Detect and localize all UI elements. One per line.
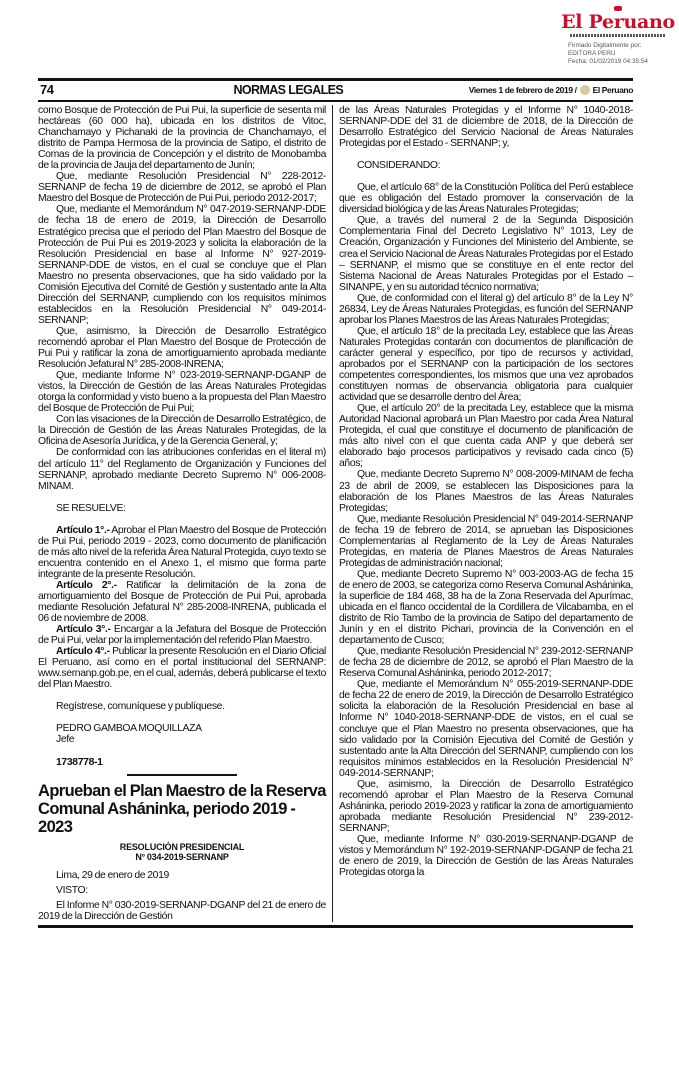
digital-signature [568, 42, 648, 66]
visto-label: VISTO: [56, 884, 88, 896]
body-paragraph: Que, el artículo 18° de la precitada Ley, establece que las Áreas Naturales Protegidas contarán con documentos de planificación de carácter general y específico, por tipo de recursos y actividad, aprobados por el SERNANP con la participación de los sectores competentes correspondientes, los mismos que una vez aprobados constituyen normas de observancia obligatoria para cualquier actividad que se desarrolle dentro del Área; [339, 325, 633, 404]
body-paragraph: De conformidad con las atribuciones conferidas en el literal m) del artículo 11° del Reglamento de Organización y Funciones del SERNANP, aprobado mediante Decreto Supremo N° 006-2008-MINAM. [38, 447, 326, 492]
body-paragraph: Que, mediante Resolución Presidencial N° 228-2012-SERNANP de fecha 19 de diciembre de 2012, se aprobó el Plan Maestro del Bosque de Protección de Pui Pui, periodo 2012-2017; [38, 171, 326, 205]
column-divider [332, 105, 333, 922]
body-paragraph: Que, mediante Resolución Presidencial N° 239-2012-SERNANP de fecha 28 de diciembre de 2012, se aprobó el Plan Maestro de la Reserva Comunal Asháninka, periodo 2012-2017; [339, 646, 633, 680]
body-paragraph: Que, mediante Decreto Supremo N° 003-2003-AG de fecha 15 de enero de 2003, se categoriza como Reserva Comunal Asháninka, la superficie de 184 468, 38 ha de la Zona Reservada del Apurímac, ubicada en el flanco occidental de la Cordillera de Vilcabamba, en el distrito de Río Tambo de la provincia de Satipo del departamento de Junín y en el distrito Pichari, provincia de la Convención en el departamento de Cusco; [339, 568, 633, 647]
dateline [469, 85, 633, 95]
body-paragraph: como Bosque de Protección de Pui Pui, la superficie de sesenta mil hectáreas (60 000 ha), ubicada en los distritos de Vitoc, Chanchamayo y Pichanaki de la provincia de Chanchamayo, el distrito de Pampa Hermosa de la provincia de Satipo, el distrito de Comas de la provincia de Concepción y el distrito de Monobamba de la provincia de Jauja del departamento de Junín; [38, 105, 326, 172]
page-number: 74 [40, 82, 54, 97]
body-paragraph: Que, el artículo 20° de la precitada Ley, establece que la misma Autoridad Nacional aprobará un Plan Maestro por cada Área Natural Protegida, el cual que constituye el documento de planificación de más alto nivel con el que cuenta cada ANP y que deberá ser elaborado bajo procesos participativos y revisado cada cinco (5) años; [339, 403, 633, 470]
logo-text: El Peruano [561, 11, 675, 33]
body-paragraph: Que, asimismo, la Dirección de Desarrollo Estratégico recomendó aprobar el Plan Maestro de la Reserva Comunal Asháninka, periodo 2019-2023 y ratificar la zona de amortiguamiento aprobada mediante Resolución Presidencial N° 239-2012-SERNANP; [339, 778, 633, 834]
body-paragraph: Que, mediante el Memorándum N° 055-2019-SERNANP-DDE de fecha 22 de enero de 2019, la Dirección de Desarrollo Estratégico solicita la elaboración de la Resolución Presidencial en base al Informe N° 1040-2018-SERNANP-DDE de vistos, en el cual se concluye que el Plan Maestro no presenta observaciones, que ha sido validado por la Comisión Ejecutiva del Comité de Gestión y sustentado ante la Alta Dirección del SERNANP, cumpliendo con los requisitos mínimos establecidos en la Resolución Presidencial N° 049-2014-SERNANP; [339, 679, 633, 779]
resolve-label: SE RESUELVE: [56, 502, 126, 514]
issue-date: Viernes 1 de febrero de 2019 / [468, 84, 577, 95]
article-label: Artículo 4°.- [56, 646, 110, 658]
signer-name: PEDRO GAMBOA MOQUILLAZA [56, 723, 202, 735]
signature-line: EDITORA PERU [568, 50, 616, 57]
section-title: NORMAS LEGALES [233, 82, 344, 97]
resolution-heading [38, 842, 326, 862]
publication-name: El Peruano [592, 84, 633, 95]
section-separator [127, 774, 237, 776]
resolution-type: RESOLUCIÓN PRESIDENCIAL [119, 841, 245, 852]
el-peruano-logo [560, 6, 676, 37]
body-paragraph: Que, mediante Resolución Presidencial N° 049-2014-SERNANP de fecha 19 de febrero de 2014, se aprueban las Disposiciones Complementarias al Reglamento de la Ley de Áreas Naturales Protegidas, en materia de Planes Maestros de Áreas Naturales Protegidas de administración nacional; [339, 513, 633, 569]
considerando-label: CONSIDERANDO: [357, 160, 441, 172]
visto-text: El Informe N° 030-2019-SERNANP-DGANP del 21 de enero de 2019 de la Dirección de Gestión [38, 899, 326, 922]
body-paragraph: de las Áreas Naturales Protegidas y el Informe N° 1040-2018-SERNANP-DDE del 31 de diciembre de 2018, de la Dirección de Desarrollo Estratégico del Servicio Nacional de Áreas Naturales Protegidas por el Estado - SERNANP; y, [339, 105, 633, 150]
signer-title: Jefe [56, 734, 75, 746]
body-paragraph: Que, mediante Informe N° 023-2019-SERNANP-DGANP de vistos, la Dirección de Gestión de las Áreas Naturales Protegidas otorga la conformidad y visto bueno a la propuesta del Plan Maestro del Bosque de Protección de Pui Pui; [38, 370, 326, 415]
body-paragraph: Con las visaciones de la Dirección de Desarrollo Estratégico, de la Dirección de Gestión de las Áreas Naturales Protegidas, de la Oficina de Asesoría Jurídica, y de la Gerencia General, y; [38, 414, 326, 448]
article-text: Aprobar el Plan Maestro del Bosque de Protección de Pui Pui, periodo 2019 - 2023, como documento de planificación de más alto nivel de la referida Área Natural Protegida, cuyo texto se encuentra contenido en el Anexo 1, el mismo que forma parte integrante de la presente Resolución. [38, 524, 326, 580]
body-paragraph: Que, asimismo, la Dirección de Desarrollo Estratégico recomendó aprobar el Plan Maestro del Bosque de Protección de Pui Pui y ratificar la zona de amortiguamiento aprobada mediante Resolución Jefatural N° 285-2008-INRENA; [38, 325, 326, 371]
closing-formula: Regístrese, comuníquese y publíquese. [56, 701, 225, 713]
masthead [0, 0, 679, 78]
resolution-number: N° 034-2019-SERNANP [135, 851, 229, 862]
body-paragraph: Que, mediante el Memorándum N° 047-2019-SERNANP-DDE de fecha 18 de enero de 2019, la Dirección de Desarrollo Estratégico precisa que el periodo del Plan Maestro del Bosque de Protección de Pui Pui es 2019-2023 y solicita la elaboración de la Resolución Presidencial en base al Informe N° 927-2019-SERNANP-DDE de vistos, en el cual se concluye que el Plan Maestro no presenta observaciones, que ha sido validado por la Comisión Ejecutiva del Comité de Gestión y sustentado ante la Alta Dirección del SERNANP, cumpliendo con los requisitos mínimos establecidos en la Resolución Presidencial N° 049-2014-SERNANP; [38, 204, 326, 326]
signature-line: Firmado Digitalmente por: [568, 42, 642, 49]
article-label: Artículo 2°.- [56, 579, 117, 591]
article-2 [38, 580, 326, 624]
article-label: Artículo 1°.- [56, 524, 110, 536]
article-text: Ratificar la delimitación de la zona de amortiguamiento del Bosque de Protección de Pui Pui, aprobada mediante Resolución Jefatural N° 285-2008-INRENA, publicada el 06 de noviembre de 2008. [38, 579, 326, 625]
article-text: Encargar a la Jefatura del Bosque de Protección de Pui Pui, velar por la implementación del referido Plan Maestro. [38, 624, 327, 647]
left-column [38, 105, 326, 922]
body-paragraph: Que, el artículo 68° de la Constitución Política del Perú establece que es obligación del Estado promover la conservación de la diversidad biológica y de las Áreas Naturales Protegidas; [339, 182, 633, 216]
place-date: Lima, 29 de enero de 2019 [56, 869, 169, 881]
body-paragraph: Que, mediante Informe N° 030-2019-SERNANP-DGANP de vistos y Memorándum N° 192-2019-SERNANP-DGANP de fecha 21 de enero de 2019, la Dirección de Gestión de las Áreas Naturales Protegidas otorga la [339, 834, 633, 879]
article-label: Artículo 3°.- [56, 624, 111, 636]
page-header [38, 81, 633, 98]
body-paragraph: Que, mediante Decreto Supremo N° 008-2009-MINAM de fecha 23 de abril de 2009, se establecen las Disposiciones para la elaboración de los Planes Maestros de las Áreas Naturales Protegidas; [339, 469, 633, 514]
logo-tagline-strip [570, 34, 666, 37]
article-3 [38, 624, 326, 646]
document-id: 1738778-1 [56, 756, 103, 768]
signature-line: Fecha: 01/02/2019 04:35:54 [568, 58, 648, 65]
body-paragraph: Que, a través del numeral 2 de la Segunda Disposición Complementaria Final del Decreto Legislativo N° 1013, Ley de Creación, Organización y Funciones del Ministerio del Ambiente, se crea el Servicio Nacional de Áreas Naturales Protegidas por el Estado – SERNANP, el mismo que se constituye en el ente rector del Sistema Nacional de Áreas Naturales Protegidas por el Estado – SINANPE, y en su autoridad técnico normativa; [339, 215, 633, 293]
norm-title: Aprueban el Plan Maestro de la Reserva Comunal Asháninka, periodo 2019 - 2023 [38, 781, 326, 836]
article-1 [38, 525, 326, 580]
footer-rule [38, 925, 633, 928]
header-bottom-rule [38, 100, 633, 102]
article-text: Publicar la presente Resolución en el Diario Oficial El Peruano, así como en el portal institucional del SERNANP: www.sernanp.gob.pe, en el cual, además, deberá publicarse el texto del Plan Maestro. [38, 646, 326, 691]
coat-of-arms-icon [580, 85, 590, 95]
right-column [339, 105, 633, 922]
article-4 [38, 646, 326, 690]
body-columns [38, 105, 633, 922]
body-paragraph: Que, de conformidad con el literal g) del artículo 8° de la Ley N° 26834, Ley de Áreas Naturales Protegidas, es función del SERNANP aprobar los Planes Maestros de las Áreas Naturales Protegidas; [339, 292, 633, 326]
